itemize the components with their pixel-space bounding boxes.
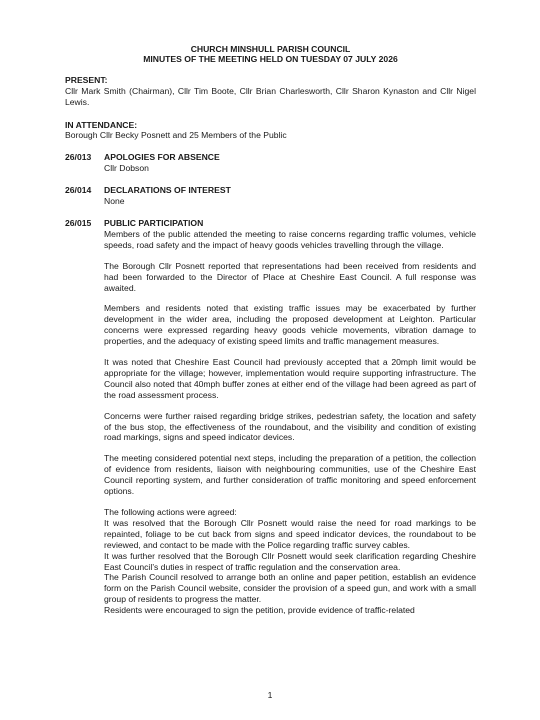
paragraph: Members and residents noted that existing traffic issues may be exacerbated by further development in the wider area, including the proposed development at Leighton. Particular concerns were expressed regarding heavy goods vehicle movements, vibration damage to properties, and the adequacy of existing speed limits and traffic management measures. — [104, 303, 476, 347]
paragraph: It was noted that Cheshire East Council had previously accepted that a 20mph limit would be appropriate for the village; however, implementation would require supporting infrastructure. The Council also noted that 40mph buffer zones at either end of the village had been agreed as part of the road assessment process. — [104, 357, 477, 400]
item-title: APOLOGIES FOR ABSENCE — [104, 152, 220, 163]
item-number: 26/013 — [65, 152, 92, 163]
page-number: 1 — [267, 690, 273, 700]
minutes-title: MINUTES OF THE MEETING HELD ON TUESDAY 07 JULY 2026 — [143, 54, 398, 65]
paragraph: Concerns were further raised regarding bridge strikes, pedestrian safety, the location and safety of the bus stop, the effectiveness of the roundabout, and the visibility and condition of existing road markings, signs and speed indicator devices. — [104, 410, 476, 443]
paragraph: Members of the public attended the meeting to raise concerns regarding traffic volumes, vehicle speeds, road safety and the impact of heavy goods vehicles travelling through the village. — [104, 228, 476, 250]
agenda-item-apologies — [65, 152, 476, 174]
agenda-item-participation — [65, 218, 476, 616]
item-text: None — [104, 196, 125, 207]
action-item: It was resolved that the Borough Cllr Posnett would raise the need for road markings to be repainted, foliage to be cut back from signs and speed indicator devices, the roundabout to be reviewed, and contact to be made with the Police regarding traffic survey cables. — [104, 517, 476, 550]
item-number: 26/015 — [65, 217, 92, 228]
attendance-label: IN ATTENDANCE: — [65, 119, 138, 130]
item-title: PUBLIC PARTICIPATION — [104, 217, 204, 228]
item-number: 26/014 — [65, 185, 92, 196]
item-text: Cllr Dobson — [104, 163, 149, 174]
item-title: DECLARATIONS OF INTEREST — [104, 185, 231, 196]
present-label: PRESENT: — [65, 74, 108, 85]
action-item: The Parish Council resolved to arrange both an online and paper petition, establish an evidence form on the Parish Council website, consider the provision of a speed gun, and work with a small group of residents to progress the matter. — [104, 572, 476, 605]
action-item: It was further resolved that the Borough Cllr Posnett would seek clarification regarding Cheshire East Council’s duties in respect of traffic regulation and the conservation area. — [104, 550, 476, 572]
agenda-item-interest — [65, 185, 476, 207]
paragraph: The Borough Cllr Posnett reported that representations had been received from residents and had been forwarded to the Director of Place at Cheshire East Council. A full response was awaited. — [104, 260, 476, 293]
council-name: CHURCH MINSHULL PARISH COUNCIL — [190, 44, 351, 54]
minutes-page — [65, 44, 476, 616]
attendance-list: Borough Cllr Becky Posnett and 25 Members of the Public — [65, 130, 287, 141]
paragraph: The meeting considered potential next steps, including the preparation of a petition, the collection of evidence from residents, liaison with neighbouring communities, use of the Cheshire East Council reporting system, and further consideration of traffic monitoring and speed enforcement options. — [104, 453, 476, 497]
present-list: Cllr Mark Smith (Chairman), Cllr Tim Boote, Cllr Brian Charlesworth, Cllr Sharon Kynaston and Cllr Nigel Lewis. — [65, 85, 476, 107]
actions-intro: The following actions were agreed: — [104, 507, 237, 517]
action-item: Residents were encouraged to sign the petition, provide evidence of traffic-related — [104, 605, 415, 616]
